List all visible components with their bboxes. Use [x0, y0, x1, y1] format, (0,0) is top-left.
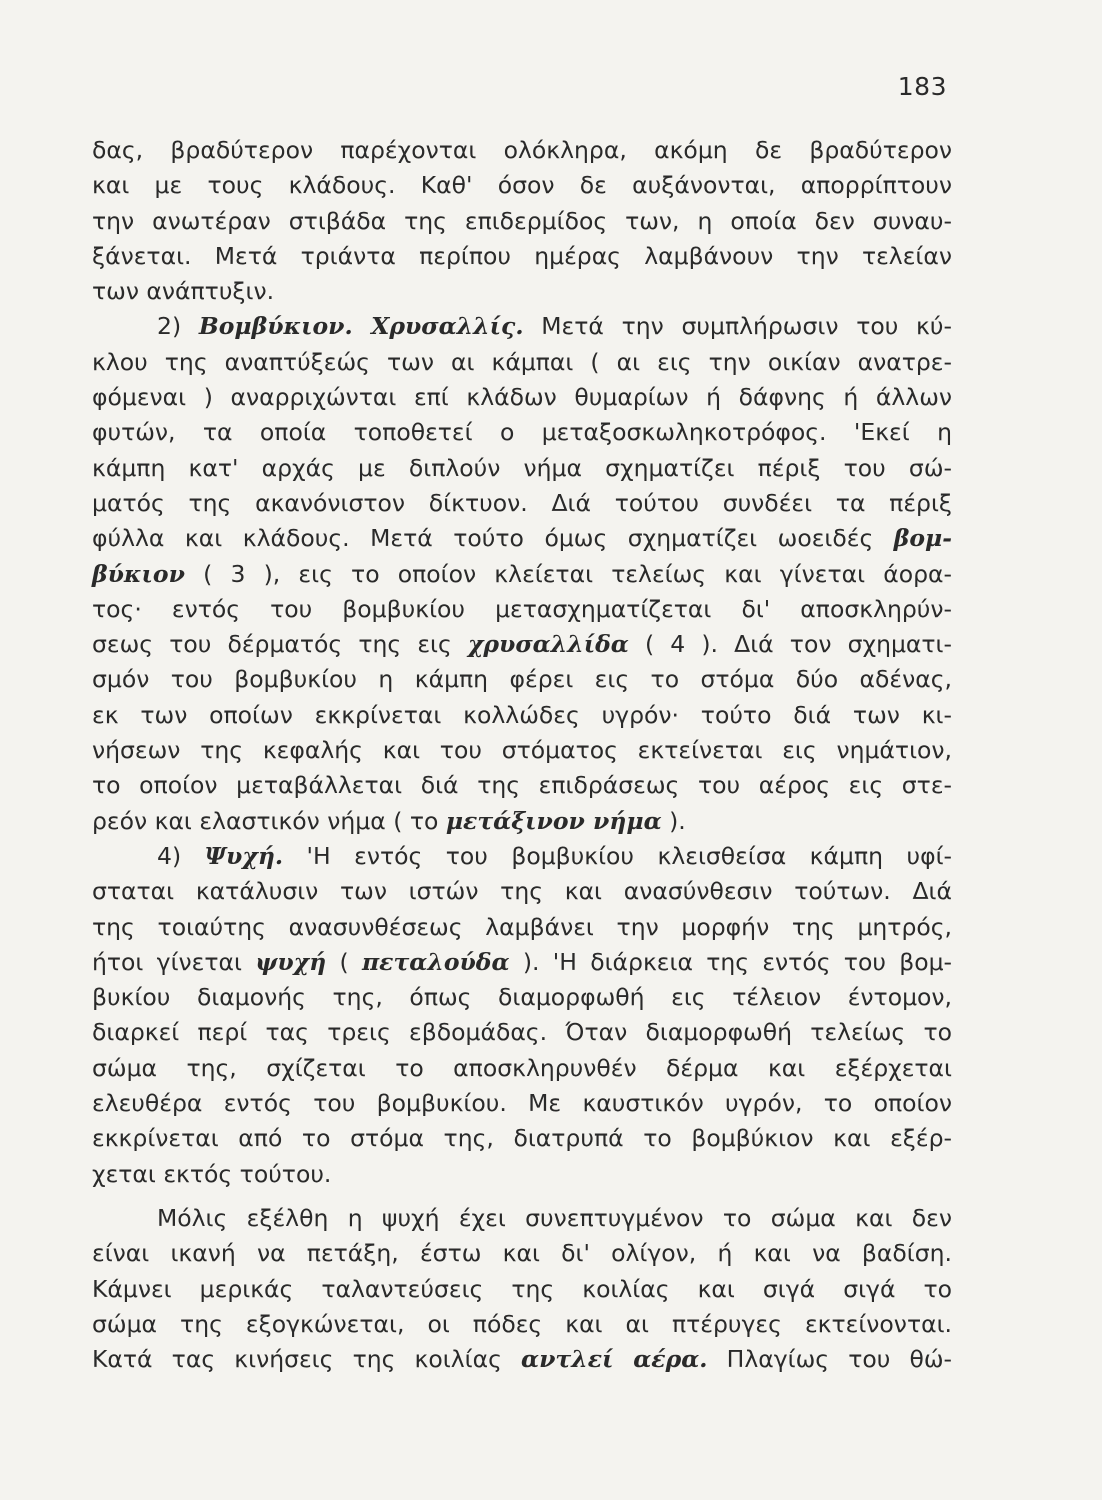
- text-segment: σώμα της εξογκώνεται, οι πόδες και αι πτέρυγες εκτείνονται.: [92, 1309, 952, 1338]
- emphasized-term: βομ-: [893, 524, 952, 553]
- emphasized-term: χρυσαλλίδα: [467, 630, 629, 659]
- text-segment: νήσεων της κεφαλής και του στόματος εκτείνεται εις νημάτιον,: [92, 736, 952, 765]
- text-segment: διαρκεί περί τας τρεις εβδομάδας. Όταν διαμορφωθή τελείως το: [92, 1018, 952, 1047]
- text-segment: ήτοι γίνεται: [92, 947, 256, 976]
- text-segment: εκ των οποίων εκκρίνεται κολλώδες υγρόν· τούτο διά των κι-: [92, 700, 952, 729]
- text-line: [92, 204, 952, 239]
- text-line: [92, 980, 952, 1015]
- text-line: [92, 1201, 952, 1236]
- text-line: [92, 733, 952, 768]
- text-segment: ελευθέρα εντός του βομβυκίου. Με καυστικόν υγρόν, το οποίον: [92, 1089, 952, 1118]
- text-line: [92, 274, 952, 309]
- text-line: [92, 945, 952, 980]
- text-line: [92, 1272, 952, 1307]
- emphasized-term: ψυχή: [255, 947, 327, 976]
- emphasized-term: μετάξινον νήμα: [445, 806, 662, 835]
- text-segment: 'Η εντός του βομβυκίου κλεισθείσα κάμπη υφί-: [283, 841, 953, 870]
- text-segment: φύλλα και κλάδους. Μετά τούτο όμως σχηματίζει ωοειδές: [92, 524, 894, 553]
- text-segment: τος· εντός του βομβυκίου μετασχηματίζεται δι' αποσκληρύν-: [92, 594, 952, 623]
- text-line: [92, 1157, 952, 1192]
- text-segment: Μετά την συμπλήρωσιν του κύ-: [523, 312, 952, 341]
- emphasized-term: αντλεί αέρα.: [521, 1345, 708, 1374]
- text-segment: σώμα της, σχίζεται το αποσκληρυνθέν δέρμα και εξέρχεται: [92, 1053, 952, 1082]
- text-line: [92, 1121, 952, 1156]
- emphasized-term: Βομβύκιον. Χρυσαλλίς.: [198, 312, 524, 341]
- text-segment: είναι ικανή να πετάξη, έστω και δι' ολίγον, ή και να βαδίση.: [92, 1239, 952, 1268]
- text-line: [92, 557, 952, 592]
- text-line: [92, 309, 952, 344]
- text-line: [92, 1086, 952, 1121]
- text-line: [92, 345, 952, 380]
- emphasized-term: πεταλούδα: [361, 947, 510, 976]
- text-segment: σμόν του βομβυκίου η κάμπη φέρει εις το στόμα δύο αδένας,: [92, 665, 952, 694]
- text-line: [92, 627, 952, 662]
- text-segment: (: [326, 947, 362, 976]
- text-segment: σταται κατάλυσιν των ιστών της και ανασύνθεσιν τούτων. Διά: [92, 877, 952, 906]
- text-segment: το οποίον μεταβάλλεται διά της επιδράσεως του αέρος εις στε-: [92, 771, 952, 800]
- text-segment: και με τους κλάδους. Καθ' όσον δε αυξάνονται, απορρίπτουν: [92, 171, 952, 200]
- text-line: [92, 521, 952, 556]
- text-segment: κλου της αναπτύξεώς των αι κάμπαι ( αι εις την οικίαν ανατρε-: [92, 347, 952, 376]
- text-line: [92, 874, 952, 909]
- text-line: [92, 1236, 952, 1271]
- text-line: [92, 768, 952, 803]
- text-segment: Πλαγίως του θώ-: [707, 1345, 952, 1374]
- text-segment: των ανάπτυξιν.: [92, 277, 275, 306]
- text-line: [92, 415, 952, 450]
- text-line: [92, 839, 952, 874]
- text-line: [92, 910, 952, 945]
- text-line: [92, 168, 952, 203]
- text-segment: κάμπη κατ' αρχάς με διπλούν νήμα σχηματίζει πέριξ του σώ-: [92, 453, 952, 482]
- text-line: [92, 133, 952, 168]
- text-segment: ). 'Η διάρκεια της εντός του βομ-: [509, 947, 953, 976]
- text-line: [92, 1051, 952, 1086]
- text-segment: φυτών, τα οποία τοποθετεί ο μεταξοσκωληκοτρόφος. 'Εκεί η: [92, 418, 952, 447]
- text-segment: ξάνεται. Μετά τριάντα περίπου ημέρας λαμβάνουν την τελείαν: [92, 241, 952, 270]
- text-line: [92, 451, 952, 486]
- text-segment: ( 3 ), εις το οποίον κλείεται τελείως και γίνεται άορα-: [184, 559, 952, 588]
- text-segment: Κάμνει μερικάς ταλαντεύσεις της κοιλίας και σιγά σιγά το: [92, 1274, 952, 1303]
- emphasized-term: Ψυχή.: [204, 841, 284, 870]
- text-segment: της τοιαύτης ανασυνθέσεως λαμβάνει την μορφήν της μητρός,: [92, 912, 952, 941]
- text-line: [92, 1307, 952, 1342]
- text-segment: ( 4 ). Διά τον σχηματι-: [628, 630, 952, 659]
- text-segment: βυκίου διαμονής της, όπως διαμορφωθή εις τέλειον έντομον,: [92, 983, 952, 1012]
- text-segment: ).: [661, 806, 686, 835]
- text-segment: ματός της ακανόνιστον δίκτυον. Διά τούτου συνδέει τα πέριξ: [92, 488, 952, 517]
- text-segment: Μόλις εξέλθη η ψυχή έχει συνεπτυγμένον το σώμα και δεν: [157, 1203, 952, 1232]
- text-line: [92, 486, 952, 521]
- text-line: [92, 239, 952, 274]
- text-segment: την ανωτέραν στιβάδα της επιδερμίδος των, η οποία δεν συναυ-: [92, 206, 952, 235]
- text-segment: εκκρίνεται από το στόμα της, διατρυπά το βομβύκιον και εξέρ-: [92, 1124, 952, 1153]
- text-line: [92, 1015, 952, 1050]
- text-line: [92, 662, 952, 697]
- text-segment: σεως του δέρματός της εις: [92, 630, 468, 659]
- text-segment: Κατά τας κινήσεις της κοιλίας: [92, 1345, 522, 1374]
- text-line: [92, 698, 952, 733]
- text-segment: φόμεναι ) αναρριχώνται επί κλάδων θυμαρίων ή δάφνης ή άλλων: [92, 383, 952, 412]
- text-line: [92, 1342, 952, 1377]
- page-number: 183: [897, 72, 947, 101]
- text-segment: ρεόν και ελαστικόν νήμα ( το: [92, 806, 446, 835]
- text-line: [92, 804, 952, 839]
- text-segment: 4): [157, 841, 205, 870]
- text-segment: 2): [157, 312, 199, 341]
- text-segment: δας, βραδύτερον παρέχονται ολόκληρα, ακόμη δε βραδύτερον: [92, 136, 952, 164]
- text-line: [92, 592, 952, 627]
- emphasized-term: βύκιον: [92, 559, 185, 588]
- text-segment: χεται εκτός τούτου.: [92, 1159, 332, 1188]
- body-text: [92, 133, 952, 1377]
- text-line: [92, 380, 952, 415]
